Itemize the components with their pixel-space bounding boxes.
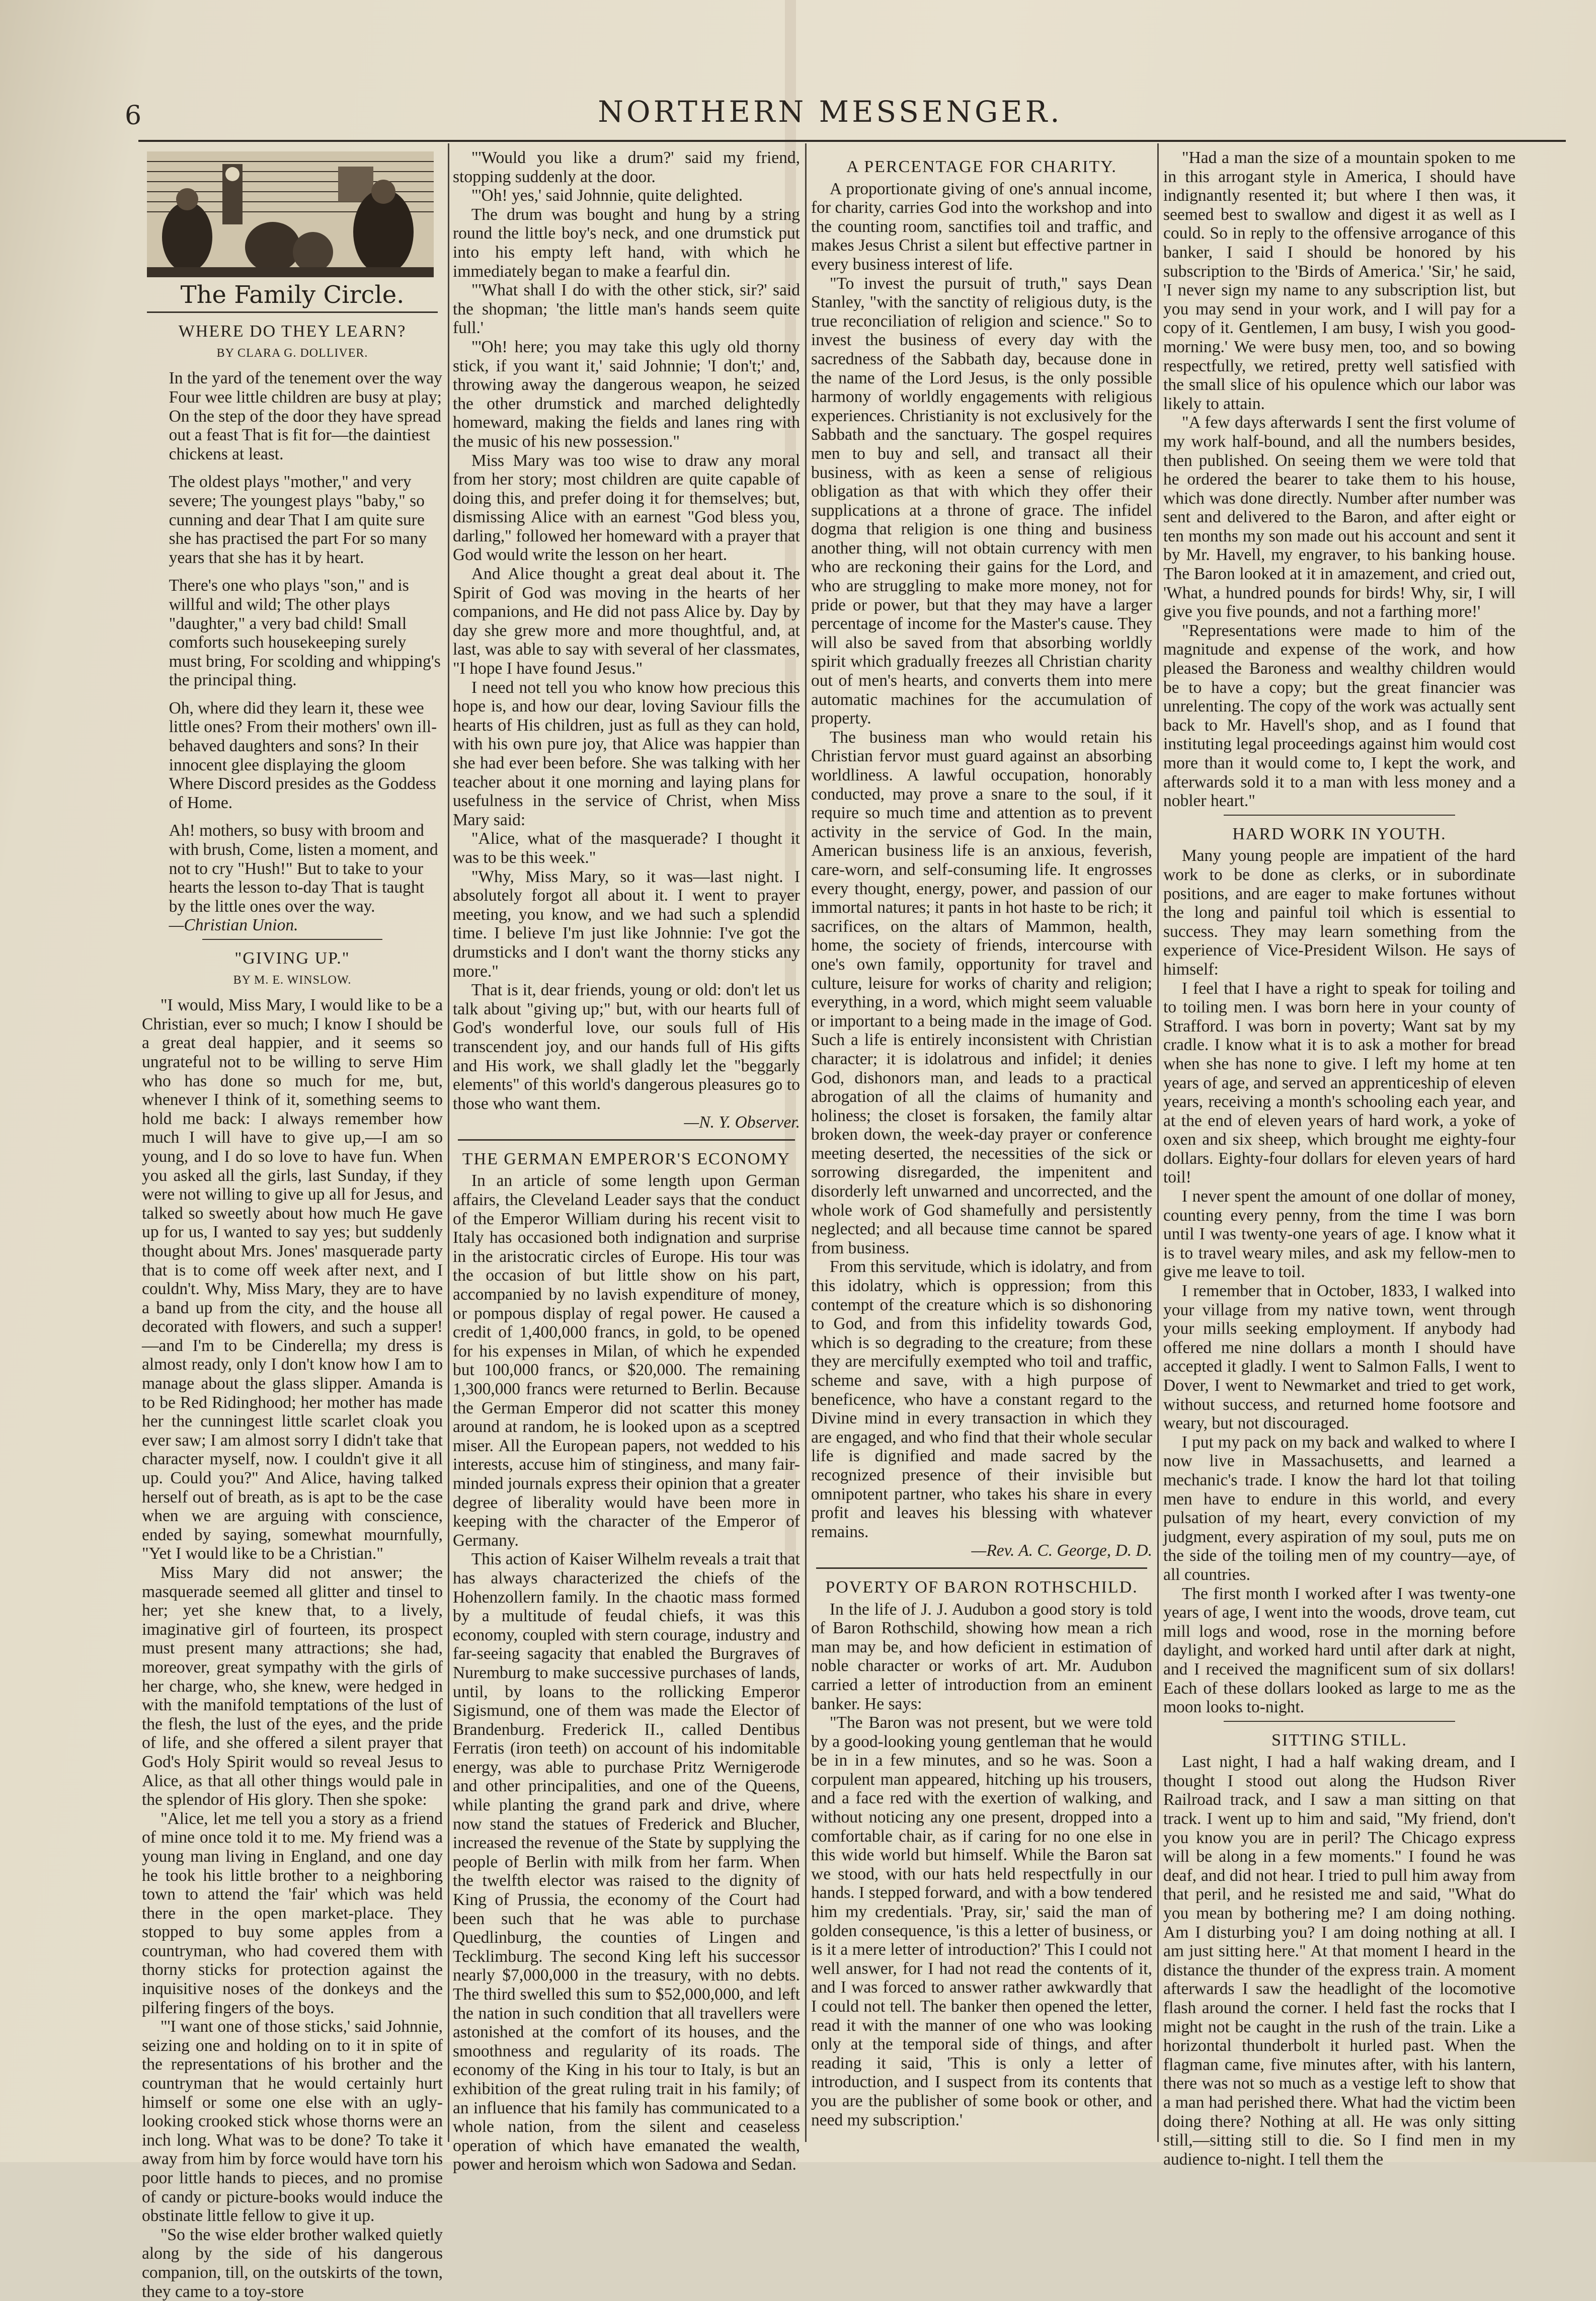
paragraph: "A few days afterwards I sent the first volume of my work half-bound, and all the numbers besides, then published. On seeing them we were told that he ordered the bearer to take them to his house, which was done directly. Number after number was sent and delivered to the Baron, and after eight or ten months my son made out his account and sent it by Mr. Havell, my engraver, to his banking house. The Baron looked at it in amazement, and cried out, 'What, a hundred pounds for birds! Why, sir, I will give you five pounds, and not a farthing more!' [1163, 413, 1515, 621]
paragraph: The business man who would retain his Christian fervor must guard against an absorbing worldliness. A lawful occupation, honorably conducted, may prove a snare to the soul, if it require so much time and attention as to prevent activity in the service of God. In the main, American business life is an anxious, feverish, care-worn, and self-consuming life. It engrosses every thought, energy, power, and passion of our immortal natures; it pants in hot haste to be rich; it sacrifices, on the altars of Mammon, health, home, the society of friends, intercourse with one's own family, opportunity for travel and culture, leisure for works of charity and religion; everything, in a word, which might seem valuable or important to a being made in the image of God. Such a life is entirely inconsistent with Christian character; it is idolatrous and infidel; it denies God, dishonors man, and leads to a practical abrogation of all the claims of humanity and holiness; the closet is forsaken, the family altar broken down, the week-day prayer or conference meeting deserted, the necessities of the sick or sorrowing disregarded, the impenitent and disorderly left unwarned and uncorrected, and the whole work of God shamefully and persistently neglected; and all because time cannot be spared from business. [811, 728, 1152, 1257]
divider [147, 311, 438, 313]
column-rule [805, 143, 807, 2142]
column-2 [453, 148, 800, 2174]
column-1 [142, 148, 443, 2301]
paragraph: Many young people are impatient of the hard work to be done as clerks, or in subordinate positions, and are eager to make fortunes without the long and painful toil which is essential to success. They may learn something from the experience of Vice-President Wilson. He says of himself: [1163, 846, 1515, 979]
column-rule [448, 143, 449, 2142]
paragraph: I never spent the amount of one dollar of money, counting every penny, from the time I was born until I was twenty-one years of age. I know what it is to travel weary miles, and ask my fellow-men to give me leave to toil. [1163, 1187, 1515, 1282]
paragraph: And Alice thought a great deal about it. The Spirit of God was moving in the hearts of her companions, and He did not pass Alice by. Day by day she grew more and more thoughtful, and, at last, was able to say with several of her classmates, "I hope I have found Jesus." [453, 565, 800, 678]
article-title: HARD WORK IN YOUTH. [1232, 824, 1447, 843]
paragraph: Last night, I had a half waking dream, and I thought I stood out along the Hudson River Railroad track, and I saw a man sitting on that track. I went up to him and said, "My friend, don't you know you are in peril? The Chicago express will be along in a few moments." I found he was deaf, and did not hear. I tried to pull him away from that peril, and he resisted me and said, "What do you mean by bothering me? I am doing nothing. Am I disturbing you? I am doing nothing at all. I am just sitting here." At that moment I heard in the distance the thunder of the express train. A moment afterwards I saw the headlight of the locomotive flash around the corner. I held fast the rocks that I might not be caught in the rush of the train. Like a horizontal thunderbolt it hurled past. When the flagman came, five minutes after, with his lantern, there was not so much as a vestige left to show that a man had perished there. What had the victim been doing there? Nothing at all. He was only sitting still,—sitting still to die. So I find men in my audience to-night. I tell them the [1163, 1753, 1515, 2169]
poem-body [142, 369, 443, 935]
paragraph: "Alice, what of the masquerade? I thought it was to be this week." [453, 829, 800, 867]
column-3 [811, 148, 1152, 2147]
article-title: SITTING STILL. [1271, 1730, 1407, 1750]
paragraph: "So the wise elder brother walked quietly along by the side of his dangerous companion, till, on the outskirts of the town, they came to a toy-store [142, 2225, 443, 2301]
article-title: "GIVING UP." [234, 949, 350, 968]
poem-stanza: Ah! mothers, so busy with broom and with brush, Come, listen a moment, and not to cry "Hush!" But to take to your hearts the lesson to-day That is taught by the little ones over the way. [169, 821, 438, 916]
paragraph: "'Would you like a drum?' said my friend, stopping suddenly at the door. [453, 148, 800, 186]
paragraph: The drum was bought and hung by a string round the little boy's neck, and one drumstick put into his empty left hand, with which he immediately began to make a fearful din. [453, 205, 800, 281]
article-byline: BY M. E. WINSLOW. [233, 973, 352, 987]
paragraph: From this servitude, which is idolatry, and from this idolatry, which is oppression; from this contempt of the creature which is so dishonoring to God, and from this infidelity towards God, which is so degrading to the creature; from these they are mercifully exempted who toil and traffic, scheme and save, with a high purpose of beneficence, who have a constant regard to the Divine mind in every transaction in which they are engaged, and who find that their whole secular life is dignified and made sacred by the recognized presence of their invisible but omnipotent partner, who takes his share in every profit and leaves his blessing with whatever remains. [811, 1257, 1152, 1541]
paragraph: Miss Mary did not answer; the masquerade seemed all glitter and tinsel to her; yet she knew that, to a lively, imaginative girl of fourteen, its prospect must present many attractions; she had, moreover, great sympathy with the girls of her charge, who, she knew, were hedged in with the manifold temptations of the lust of the flesh, the lust of the eyes, and the pride of life, and she offered a silent prayer that God's Holy Spirit would so reveal Jesus to Alice, as that all other things would pale in the splendor of His glory. Then she spoke: [142, 1563, 443, 1809]
paragraph: "Had a man the size of a mountain spoken to me in this arrogant style in America, I should have indignantly resented it; but where I then was, it seemed best to swallow and digest it as well as I could. So in reply to the offensive arrogance of this banker, I said I should be honored by his subscription to the 'Birds of America.' 'Sir,' he said, 'I never sign my name to any subscription list, but you may send in your work, and I will pay for a copy of it. Gentlemen, I am busy, I wish you good-morning.' We were busy men, too, and so bowing respectfully, we retired, pretty well satisfied with the small slice of his opulence which our labor was likely to attain. [1163, 148, 1515, 413]
article-title: A PERCENTAGE FOR CHARITY. [846, 157, 1117, 176]
paragraph: I need not tell you who know how precious this hope is, and how our dear, loving Saviour fills the hearts of His children, just as full as they can hold, with his own pure joy, that Alice was happier than she had ever been before. She was talking with her teacher about it one morning and laying plans for usefulness in the service of Christ, when Miss Mary said: [453, 678, 800, 829]
poem-stanza: The oldest plays "mother," and very severe; The youngest plays "baby," so cunning and dear That I am quite sure she has practised the part For so many years that she has it by heart. [169, 472, 427, 567]
poem-source: —Christian Union. [169, 916, 298, 935]
paragraph: I remember that in October, 1833, I walked into your village from my native town, went through your mills seeking employment. If anybody had offered me nine dollars a month I should have accepted it gladly. I went to Salmon Falls, I went to Dover, I went to Newmarket and tried to get work, without success, and returned home footsore and weary, but not discouraged. [1163, 1282, 1515, 1433]
poem-stanza: Oh, where did they learn it, these wee little ones? From their mothers' own ill-behaved daughters and sons? In their innocent glee displaying the gloom Where Discord presides as the Goddess of Home. [169, 698, 437, 812]
article-source: —Rev. A. C. George, D. D. [971, 1541, 1152, 1560]
paragraph: In an article of some length upon German affairs, the Cleveland Leader says that the conduct of the Emperor William during his recent visit to Italy has occasioned both indignation and surprise in the aristocratic circles of Europe. His tour was the occasion of but little show on his part, accompanied by no lavish expenditure of money, or pompous display of regal power. He caused a credit of 1,400,000 francs, in gold, to be opened for his expenses in Milan, of which he expended but 100,000 francs, or $20,000. The remaining 1,300,000 francs were returned to Berlin. Because the German Emperor did not scatter this money around at random, he is looked upon as a sceptred miser. All the European papers, not wedded to his interests, accuse him of stinginess, and many fair-minded journals express their opinion that a greater degree of liberality would have been more in keeping with the character of the Emperor of Germany. [453, 1171, 800, 1550]
paragraph: That is it, dear friends, young or old: don't let us talk about "giving up;" but, with our hearts full of God's wonderful love, our souls full of His transcendent joy, and our hands full of His gifts and His work, we shall gladly let the "beggarly elements" of this world's dangerous pleasures go to those who want them. [453, 981, 800, 1113]
header-rule [138, 140, 1566, 142]
paragraph: "'Oh! here; you may take this ugly old thorny stick, if you want it,' said Johnnie; 'I don't;' and, throwing away the dangerous weapon, he seized the other drumstick and marched delightedly homeward, making the fields and lanes ring with the music of his new possession." [453, 337, 800, 451]
page-number: 6 [125, 101, 142, 131]
column-rule [1157, 143, 1159, 2142]
paragraph: Miss Mary was too wise to draw any moral from her story; most children are quite capable of doing this, and prefer doing it for themselves; but, dismissing Alice with an earnest "God bless you, darling," followed her homeward with a prayer that God would write the lesson on her heart. [453, 451, 800, 565]
divider [1224, 1721, 1455, 1722]
section-title: The Family Circle. [180, 280, 405, 309]
poem-byline: BY CLARA G. DOLLIVER. [216, 346, 368, 360]
paragraph: "Representations were made to him of the magnitude and expense of the work, and how pleased the Baroness and wealthy children would be to have a copy; but the great financier was unrelenting. The copy of the work was actually sent back to Mr. Havell's shop, and as I found that instituting legal proceedings against him would cost more than it would come to, I kept the work, and afterwards sold it to a man with less money and a nobler heart." [1163, 621, 1515, 811]
paragraph: "I would, Miss Mary, I would like to be a Christian, ever so much; I know I should be a great deal happier, and it seems so ungrateful not to be willing to serve Him who has done so much for me, but, whenever I think of it, something seems to hold me back: I always remember how much I will have to give up,—I am so young, and I do so love to have fun. When you asked all the girls, last Sunday, if they were not willing to give up all for Jesus, and talked so sweetly about how much He gave up for us, I wanted to say yes; but suddenly thought about Mrs. Jones' masquerade party that is to come off week after next, and I couldn't. Why, Miss Mary, they are to have a band up from the city, and the house all decorated with flowers, and such a supper! —and I'm to be Cinderella; my dress is almost ready, only I don't know how I am to manage about the glass slipper. Amanda is to be Red Ridinghood; her mother has made her the cunningest little scarlet cloak you ever saw; I am almost sorry I didn't take that character myself, now. I couldn't give it all up. Could you?" And Alice, having talked herself out of breath, as is apt to be the case when we are arguing with conscience, ended by saying, somewhat mournfully, "Yet I would like to be a Christian." [142, 996, 443, 1563]
paragraph: A proportionate giving of one's annual income, for charity, carries God into the workshop and into the counting room, sanctifies toil and traffic, and makes Jesus Christ a silent but effective partner in every business interest of life. [811, 179, 1152, 274]
paragraph: "The Baron was not present, but we were told by a good-looking young gentleman that he would be in in a few minutes, and so he was. Soon a corpulent man appeared, hitching up his trousers, and a face red with the exertion of walking, and without noticing any one present, dropped into a comfortable chair, as if caring for no one else in this wide world but himself. While the Baron sat we stood, with our hats held respectfully in our hands. I stepped forward, and with a bow tendered him my credentials. 'Pray, sir,' said the man of golden consequence, 'is this a letter of business, or is it a mere letter of introduction?' This I could not well answer, for I had not read the contents of it, and I was forced to answer rather awkwardly that I could not tell. The banker then opened the letter, read it with the manner of one who was looking only at the temporal side of things, and after reading it said, 'This is only a letter of introduction, and I suspect from its contents that you are the publisher of some book or other, and need my subscription.' [811, 1713, 1152, 2129]
paragraph: I feel that I have a right to speak for toiling and to toiling men. I was born here in your county of Strafford. I was born in poverty; Want sat by my cradle. I know what it is to ask a mother for bread when she has none to give. I left my home at ten years of age, and served an apprenticeship of eleven years, receiving a month's schooling each year, and at the end of eleven years of hard work, a yoke of oxen and six sheep, which brought me eighty-four dollars. Eighty-four dollars for eleven years of hard toil! [1163, 979, 1515, 1187]
paragraph: "'I want one of those sticks,' said Johnnie, seizing one and holding on to it in spite of the representations of his brother and the countryman that he would certainly hurt himself or some one else with an ugly-looking crooked stick whose thorns were an inch long. What was to be done? To take it away from him by force would have torn his poor little hands to pieces, and no promise of candy or picture-books would induce the obstinate little fellow to give it up. [142, 2017, 443, 2226]
divider [458, 1139, 795, 1141]
paragraph: This action of Kaiser Wilhelm reveals a trait that has always characterized the chiefs of the Hohenzollern family. In the chaotic mass formed by a multitude of feudal chiefs, it was this economy, coupled with stern courage, industry and far-seeing sagacity that enabled the Burgraves of Nuremburg to make successive purchases of lands, until, by loans to the rollicking Emperor Sigismund, one of them was made the Elector of Brandenburg. Frederick II., called Dentibus Ferratis (iron teeth) on account of his indomitable energy, was able to purchase Pritz Wernigerode and other principalities, and one of the Queens, while planting the grand park and drive, where now stand the statues of Frederick and Blucher, increased the revenue of the State by supplying the people of Berlin with milk from her farm. When the twelfth elector was raised to the dignity of King of Prussia, the economy of the Court had been such that he was able to purchase Quedlinburg, the counties of Lingen and Tecklimburg. The second King left his successor nearly $7,000,000 in the treasury, with no debts. The third swelled this sum to $52,000,000, and left the nation in such condition that all travellers were astonished at the comfort of its houses, and the smoothness and regularity of its roads. The economy of the King in his tour to Italy, is but an exhibition of the great ruling trait in his family; of an influence that his family has communicated to a whole nation, from the silent and ceaseless operation of which have emanated the wealth, power and heroism which won Sadowa and Sedan. [453, 1550, 800, 2174]
poem-title: WHERE DO THEY LEARN? [178, 322, 407, 341]
paragraph: "Why, Miss Mary, so it was—last night. I absolutely forgot all about it. I went to prayer meeting, you know, and we had such a splendid time. I believe I'm just like Johnnie: I've got the drumsticks and I don't want the thorny sticks any more." [453, 867, 800, 981]
divider [202, 939, 382, 940]
paragraph: "Alice, let me tell you a story as a friend of mine once told it to me. My friend was a young man living in England, and one day he took his little brother to a neighboring town to attend the 'fair' which was held there in the open market-place. They stopped to buy some apples from a countryman, who had covered them with thorny sticks for protection against the inquisitive noses of the donkeys and the pilfering fingers of the boys. [142, 1809, 443, 2017]
article-title: POVERTY OF BARON ROTHSCHILD. [825, 1577, 1138, 1597]
paragraph: I put my pack on my back and walked to where I now live in Massachusetts, and learned a mechanic's trade. I know the hard lot that toiling men have to endure in this world, and every pulsation of my heart, every conviction of my judgment, every aspiration of my soul, puts me on the side of the toiling men of my country—aye, of all countries. [1163, 1433, 1515, 1584]
article-title: THE GERMAN EMPEROR'S ECONOMY [462, 1149, 791, 1168]
paragraph: "'What shall I do with the other stick, sir?' said the shopman; 'the little man's hands seem quite full.' [453, 281, 800, 338]
column-4 [1163, 148, 1515, 2169]
paragraph: In the life of J. J. Audubon a good story is told of Baron Rothschild, showing how mean a rich man may be, and how deficient in estimation of noble character or works of art. Mr. Audubon carried a letter of introduction from an eminent banker. He says: [811, 1600, 1152, 1713]
poem-stanza: In the yard of the tenement over the way Four wee little children are busy at play; On the step of the door they have spread out a feast That is fit for—the daintiest chickens at least. [169, 369, 442, 463]
paragraph: "'Oh! yes,' said Johnnie, quite delighted. [471, 186, 743, 205]
divider [1224, 815, 1455, 816]
paragraph: The first month I worked after I was twenty-one years of age, I went into the woods, drove team, cut mill logs and wood, rose in the morning before daylight, and worked hard until after dark at night, and I received the magnificent sum of six dollars! Each of these dollars looked as large to me as the moon looks to-night. [1163, 1584, 1515, 1717]
paragraph: "To invest the pursuit of truth," says Dean Stanley, "with the sanctity of religious duty, is the true reconciliation of religion and science." So to invest the business of every day with the sacredness of the Sabbath day, because done in the name of the Lord Jesus, is the only possible harmony of worldly engagements with religious experiences. Christianity is not exclusively for the Sabbath and the sanctuary. The gospel requires men to buy and sell, and transact all their business, with as keen a sense of religious obligation as that with which they offer their supplications at a throne of grace. The infidel dogma that religion is one thing and business another thing, will not obtain currency with men who are reckoning their gains for the Lord, and who are struggling to make more money, not for pride or power, but that they may have a larger percentage of income for the Master's cause. They will also be saved from that absorbing worldly spirit which gradually freezes all Christian charity out of men's hearts, and converts them into mere automatic machines for the accumulation of property. [811, 274, 1152, 728]
poem-stanza: There's one who plays "son," and is willful and wild; The other plays "daughter," a very bad child! Small comforts such housekeeping surely must bring, For scolding and whipping's the principal thing. [169, 576, 441, 690]
article-source: —N. Y. Observer. [684, 1113, 800, 1132]
divider [816, 1567, 1147, 1569]
family-circle-engraving [147, 151, 434, 277]
masthead-title: NORTHERN MESSENGER. [598, 95, 1063, 129]
